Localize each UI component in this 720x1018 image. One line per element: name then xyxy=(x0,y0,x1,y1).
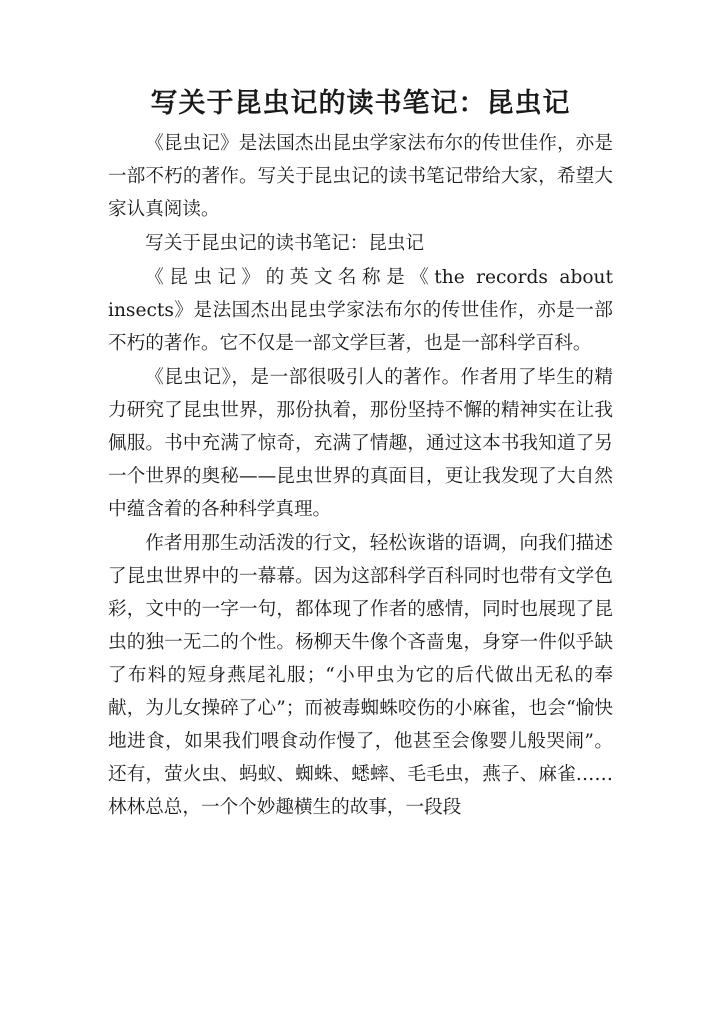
paragraph-writing-style: 作者用那生动活泼的行文，轻松诙谐的语调，向我们描述了昆虫世界中的一幕幕。因为这部科学百科同时也带有文学色彩，文中的一字一句，都体现了作者的感情，同时也展现了昆虫的独一无二的个性。杨柳天牛像个吝啬鬼，身穿一件似乎缺了布料的短身燕尾礼服；“小甲虫为它的后代做出无私的奉献，为儿女操碎了心”；而被毒蜘蛛咬伤的小麻雀，也会“愉快地进食，如果我们喂食动作慢了，他甚至会像婴儿般哭闹”。还有，萤火虫、蚂蚁、蜘蛛、蟋蟀、毛毛虫，燕子、麻雀……林林总总，一个个妙趣横生的故事，一段段 xyxy=(108,533,613,818)
paragraph-english-name: 《昆虫记》的英文名称是《the records about insects》是法国杰出昆虫学家法布尔的传世佳作，亦是一部不朽的著作。它不仅是一部文学巨著，也是一部科学百科。 xyxy=(108,267,613,354)
paragraph-attraction: 《昆虫记》，是一部很吸引人的著作。作者用了毕生的精力研究了昆虫世界，那份执着，那份坚持不懈的精神实在让我佩服。书中充满了惊奇，充满了情趣，通过这本书我知道了另一个世界的奥秘——昆虫世界的真面目，更让我发现了大自然中蕴含着的各种科学真理。 xyxy=(108,367,613,520)
paragraph-subheading: 写关于昆虫记的读书笔记：昆虫记 xyxy=(145,233,425,254)
paragraph-intro: 《昆虫记》是法国杰出昆虫学家法布尔的传世佳作，亦是一部不朽的著作。写关于昆虫记的读书笔记带给大家，希望大家认真阅读。 xyxy=(108,133,613,220)
document-title: 写关于昆虫记的读书笔记：昆虫记 xyxy=(150,88,571,119)
